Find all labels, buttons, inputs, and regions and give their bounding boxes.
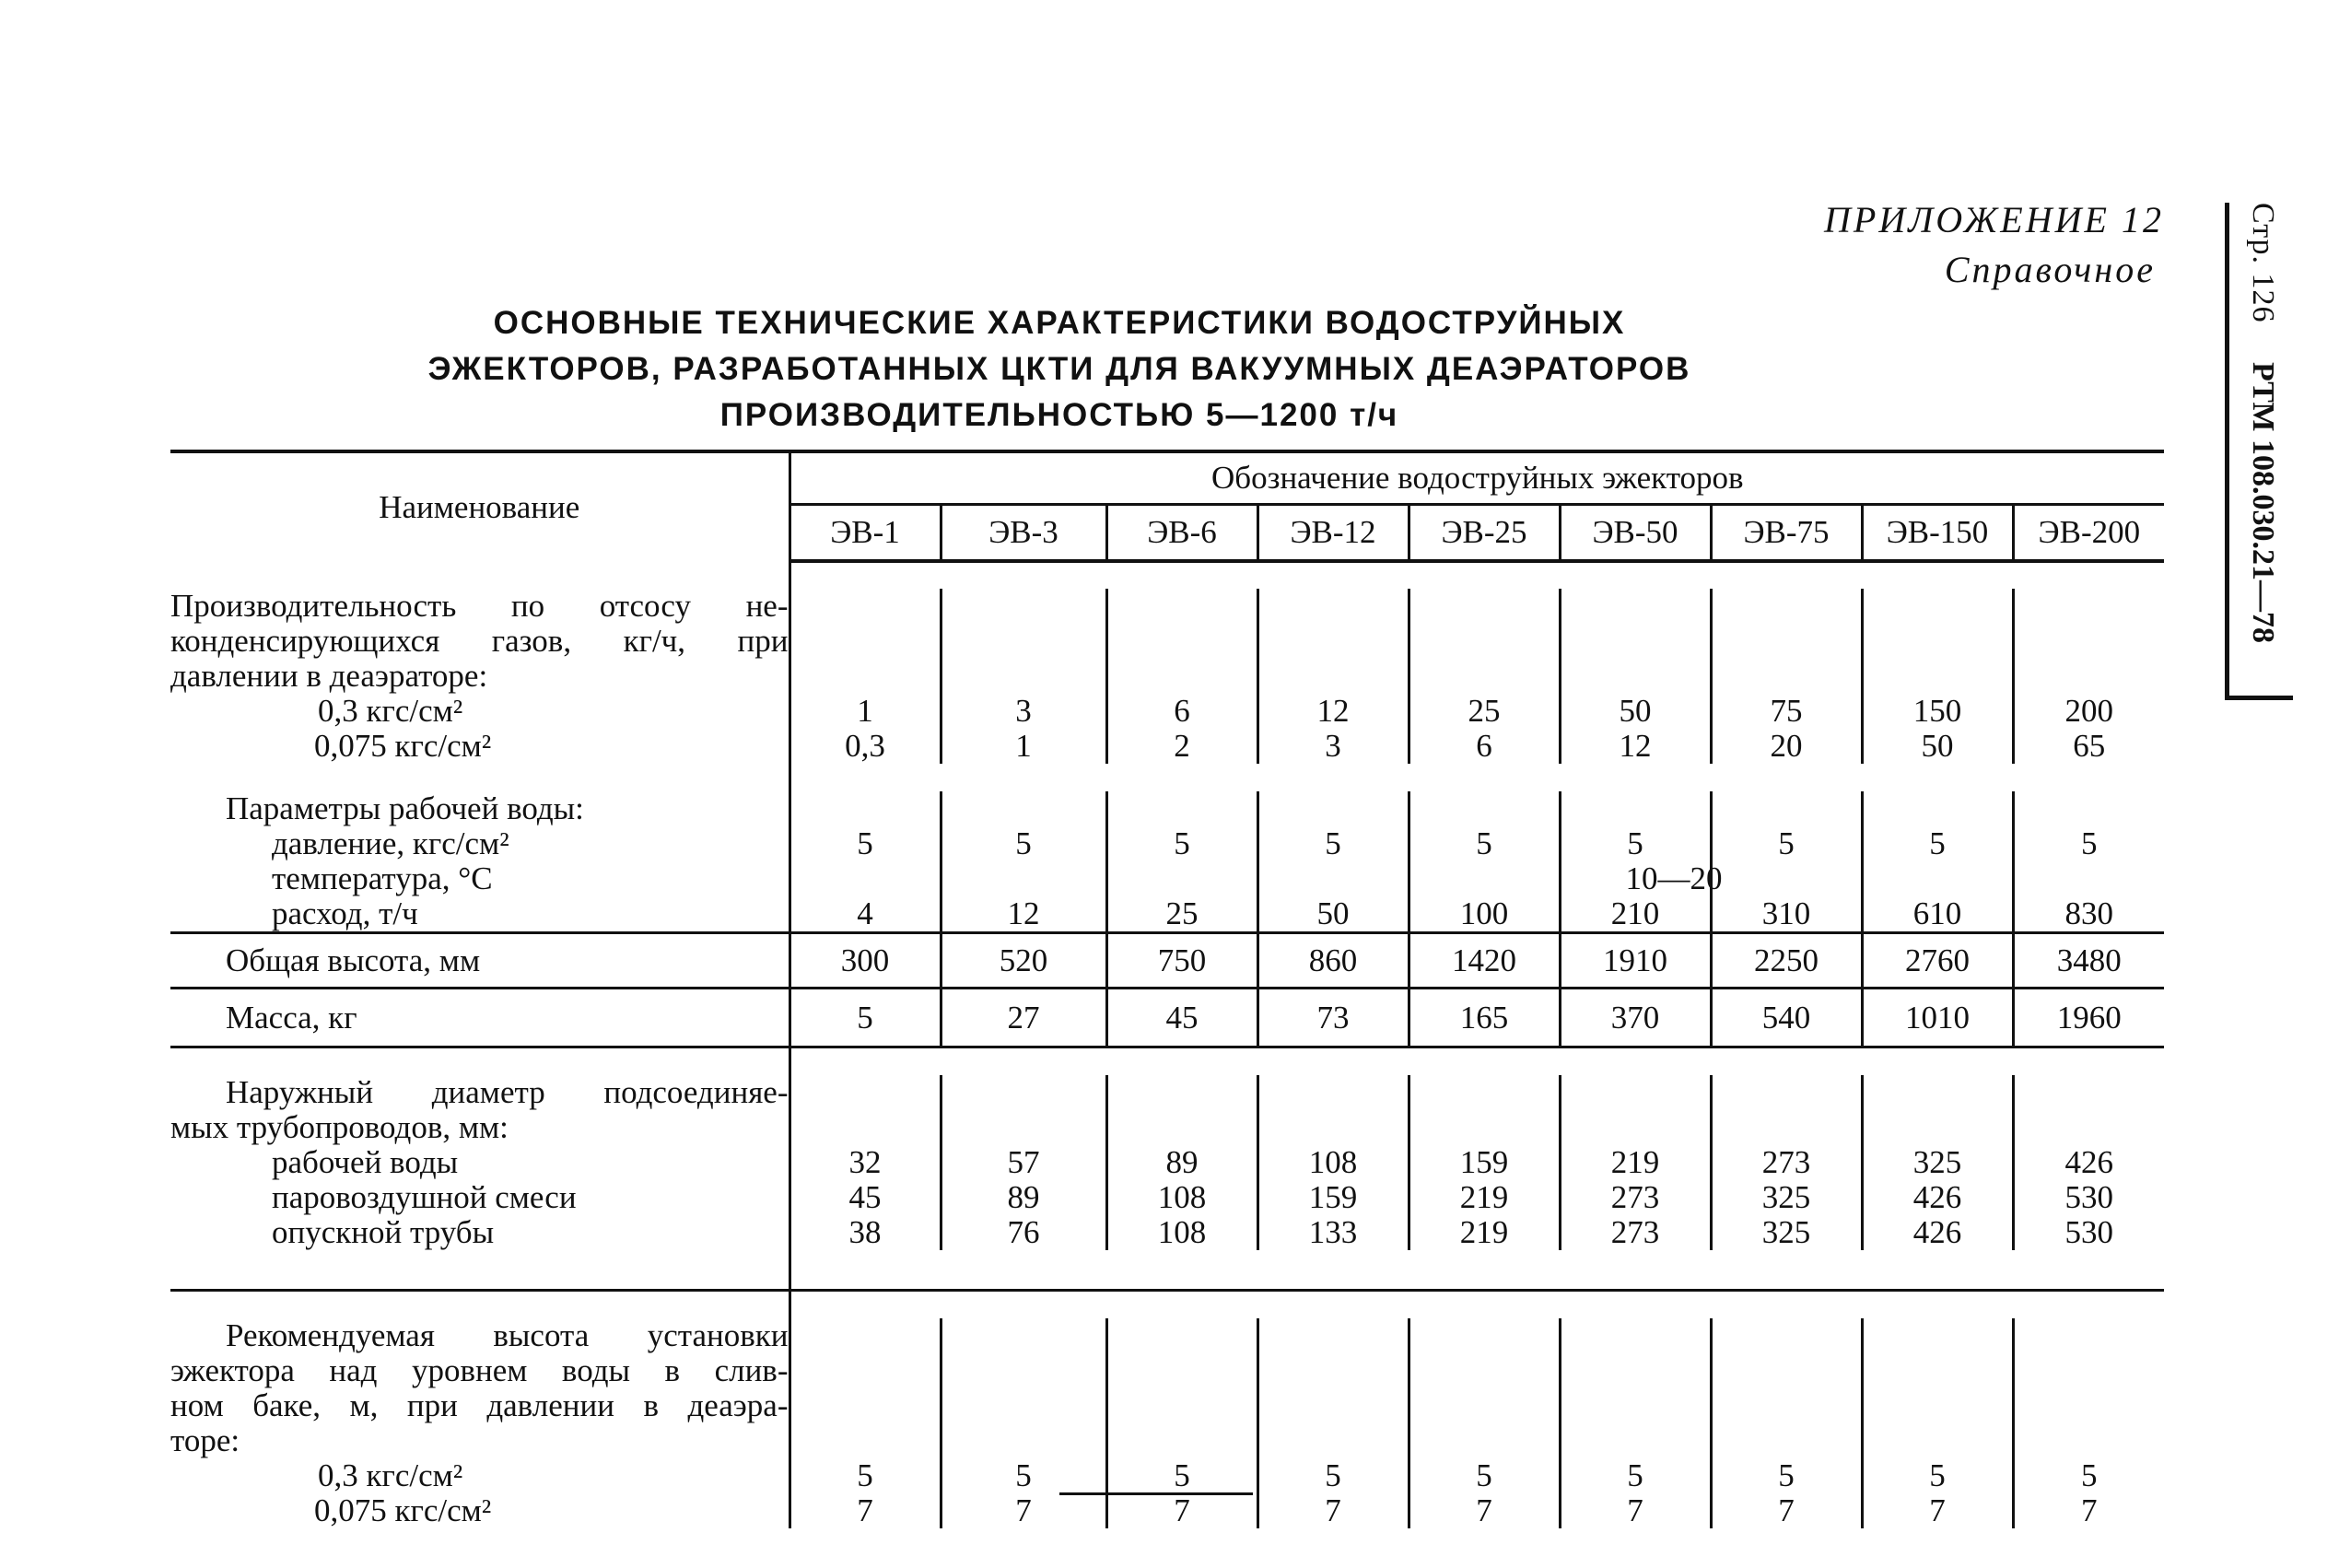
value-cell: 370 (1560, 989, 1711, 1047)
value-cell (1711, 791, 1862, 933)
value: 20 (1770, 728, 1803, 764)
value-cell (1257, 589, 1409, 764)
value: 5 (857, 825, 873, 861)
value: 150 (1912, 693, 1962, 729)
value: 5 (857, 1457, 873, 1493)
value: 7 (1325, 1492, 1341, 1528)
height-row (170, 933, 2164, 989)
value: 65 (2073, 728, 2106, 764)
capacity-p1-label: 0,3 кгс/см² (318, 693, 463, 729)
capacity-p2-label: 0,075 кгс/см² (314, 728, 492, 764)
value-cell: 2760 (1862, 933, 2013, 989)
value-cell (789, 791, 941, 933)
value-cell (1711, 589, 1862, 764)
value: 100 (1459, 895, 1509, 931)
value: 325 (1761, 1213, 1811, 1250)
value-cell (1409, 791, 1560, 933)
value-cell (789, 1075, 941, 1250)
title-line-1: ОСНОВНЫЕ ТЕХНИЧЕСКИЕ ХАРАКТЕРИСТИКИ ВОДОСТРУЙНЫХ (493, 305, 1626, 341)
value-cell (1560, 589, 1711, 764)
value: 7 (1627, 1492, 1643, 1528)
value-cell (1409, 589, 1560, 764)
title-line-3: ПРОИЗВОДИТЕЛЬНОСТЬЮ 5—1200 т/ч (719, 397, 1399, 433)
value: 159 (1459, 1143, 1509, 1180)
value: 5 (1476, 1457, 1492, 1493)
value: 426 (2064, 1143, 2114, 1180)
ejector-code-header: ЭВ-12 (1257, 505, 1409, 562)
appendix-type: Справочное (1944, 249, 2156, 290)
value: 5 (1015, 825, 1032, 861)
value: 57 (1007, 1143, 1040, 1180)
page-sidebar (2225, 203, 2298, 700)
pipes-down-label: опускной трубы (272, 1213, 495, 1250)
value-cell (941, 791, 1106, 933)
value: 50 (1921, 728, 1954, 764)
value-cell: 5 (789, 989, 941, 1047)
value-cell (1106, 791, 1257, 933)
value-cell (789, 589, 941, 764)
value: 5 (1174, 825, 1190, 861)
value: 1 (857, 693, 873, 729)
ejector-spec-table (170, 450, 2164, 1528)
ejector-code-header: ЭВ-3 (941, 505, 1106, 562)
title-line-2: ЭЖЕКТОРОВ, РАЗРАБОТАННЫХ ЦКТИ ДЛЯ ВАКУУМНЫХ ДЕАЭРАТОРОВ (427, 351, 1691, 387)
pipes-row (170, 1075, 2164, 1250)
value-cell: 165 (1409, 989, 1560, 1047)
value: 25 (1468, 693, 1501, 729)
value-cell (2013, 791, 2164, 933)
page-title (267, 300, 1852, 439)
value: 5 (2081, 825, 2098, 861)
water-row (170, 791, 2164, 933)
value-cell (1106, 1075, 1257, 1250)
value: 273 (1761, 1143, 1811, 1180)
value-cell (941, 1075, 1106, 1250)
value: 12 (1316, 693, 1350, 729)
sidebar-rule (2225, 696, 2293, 700)
value: 7 (1476, 1492, 1492, 1528)
ejector-code-header: ЭВ-150 (1862, 505, 2013, 562)
install-row (170, 1318, 2164, 1528)
mass-label: Масса, кг (170, 989, 789, 1047)
value-cell: 27 (941, 989, 1106, 1047)
value-cell (1257, 1318, 1409, 1528)
value: 219 (1610, 1143, 1660, 1180)
value: 0,3 (845, 728, 885, 764)
value: 530 (2064, 1213, 2114, 1250)
value-cell: 1420 (1409, 933, 1560, 989)
value: 133 (1308, 1213, 1358, 1250)
value-cell (2013, 589, 2164, 764)
value: 7 (1015, 1492, 1032, 1528)
appendix-header (1824, 195, 2164, 295)
value: 310 (1761, 895, 1811, 931)
footer-rule (1059, 1492, 1253, 1495)
value: 5 (1476, 825, 1492, 861)
value-cell: 750 (1106, 933, 1257, 989)
water-label: Параметры рабочей воды: давление, кгс/см² температура, °С расход, т/ч (170, 791, 789, 933)
value-cell (1257, 791, 1409, 933)
value: 4 (857, 895, 873, 931)
value: 5 (1778, 825, 1795, 861)
ejector-group-header: Обозначение водоструйных эжекторов (789, 451, 2164, 505)
value: 610 (1912, 895, 1962, 931)
ejector-code-header: ЭВ-200 (2013, 505, 2164, 562)
value-cell: 2250 (1711, 933, 1862, 989)
value: 5 (1929, 825, 1946, 861)
value: 200 (2064, 693, 2114, 729)
value-cell: 1910 (1560, 933, 1711, 989)
value: 12 (1007, 895, 1040, 931)
value-cell (1862, 1318, 2013, 1528)
value-cell (941, 1318, 1106, 1528)
value: 5 (1325, 825, 1341, 861)
value: 7 (1174, 1492, 1190, 1528)
value: 5 (1325, 1457, 1341, 1493)
value: 32 (848, 1143, 882, 1180)
value-cell: 540 (1711, 989, 1862, 1047)
temperature-merged-value: 10—20 (1625, 860, 1723, 896)
ejector-code-header: ЭВ-1 (789, 505, 941, 562)
value-cell (1106, 589, 1257, 764)
value: 12 (1619, 728, 1652, 764)
ejector-code-header: ЭВ-75 (1711, 505, 1862, 562)
value-cell (941, 589, 1106, 764)
capacity-row (170, 589, 2164, 764)
value-cell: 73 (1257, 989, 1409, 1047)
value: 7 (857, 1492, 873, 1528)
value: 210 (1610, 895, 1660, 931)
name-column-header: Наименование (170, 451, 789, 561)
value: 5 (1174, 1457, 1190, 1493)
value: 89 (1007, 1178, 1040, 1215)
value: 3 (1015, 693, 1032, 729)
value-cell: 860 (1257, 933, 1409, 989)
value: 108 (1157, 1213, 1207, 1250)
value-cell (1862, 791, 2013, 933)
value: 7 (2081, 1492, 2098, 1528)
value: 25 (1165, 895, 1199, 931)
value-cell (1711, 1075, 1862, 1250)
install-label: Рекомендуемая высота установки эжектора над уровнем воды в слив- ном баке, м, при давлении в деаэра- торе: 0,3 кгс/см² 0,075 кгс/см² (170, 1316, 789, 1528)
value: 5 (1929, 1457, 1946, 1493)
value-cell (789, 1318, 941, 1528)
value: 426 (1912, 1178, 1962, 1215)
value-cell: 1010 (1862, 989, 2013, 1047)
value-cell (1560, 1075, 1711, 1250)
ejector-code-header: ЭВ-6 (1106, 505, 1257, 562)
value: 219 (1459, 1178, 1509, 1215)
document-code: РТМ 108.030.21—78 (2246, 362, 2280, 644)
value: 108 (1157, 1178, 1207, 1215)
value-cell (1862, 589, 2013, 764)
appendix-label: ПРИЛОЖЕНИЕ 12 (1824, 199, 2164, 240)
value: 530 (2064, 1178, 2114, 1215)
value-cell (1106, 1318, 1257, 1528)
install-p2-label: 0,075 кгс/см² (314, 1492, 492, 1528)
value: 5 (2081, 1457, 2098, 1493)
value: 89 (1165, 1143, 1199, 1180)
value: 273 (1610, 1178, 1660, 1215)
value-cell: 300 (789, 933, 941, 989)
value: 5 (1778, 1457, 1795, 1493)
value: 75 (1770, 693, 1803, 729)
value-cell: 3480 (2013, 933, 2164, 989)
capacity-label: Производительность по отсосу не- конденсирующихся газов, кг/ч, при давлении в деаэраторе: 0,3 кгс/см² 0,075 кгс/см² (170, 588, 789, 764)
value: 76 (1007, 1213, 1040, 1250)
pipes-water-label: рабочей воды (272, 1143, 459, 1180)
value: 6 (1476, 728, 1492, 764)
value-cell (1560, 1318, 1711, 1528)
value: 2 (1174, 728, 1190, 764)
pipes-label: Наружный диаметр подсоединяе- мых трубопроводов, мм: рабочей воды паровоздушной смеси опускной трубы (170, 1073, 789, 1250)
value: 38 (848, 1213, 882, 1250)
value-cell: 520 (941, 933, 1106, 989)
pipes-steam-label: паровоздушной смеси (272, 1178, 577, 1215)
value: 325 (1761, 1178, 1811, 1215)
value: 5 (1015, 1457, 1032, 1493)
value: 1 (1015, 728, 1032, 764)
value: 108 (1308, 1143, 1358, 1180)
value-cell (2013, 1318, 2164, 1528)
value-cell (2013, 1075, 2164, 1250)
value-cell (1560, 791, 1723, 933)
value: 50 (1316, 895, 1350, 931)
value: 50 (1619, 693, 1652, 729)
value: 325 (1912, 1143, 1962, 1180)
height-label: Общая высота, мм (170, 933, 789, 989)
value: 273 (1610, 1213, 1660, 1250)
water-temperature-label: температура, °С (272, 860, 493, 896)
value: 426 (1912, 1213, 1962, 1250)
ejector-code-header: ЭВ-25 (1409, 505, 1560, 562)
value: 219 (1459, 1213, 1509, 1250)
value: 5 (1627, 1457, 1643, 1493)
value-cell (1257, 1075, 1409, 1250)
mass-row (170, 989, 2164, 1047)
ejector-code-header: ЭВ-50 (1560, 505, 1711, 562)
value-cell (1862, 1075, 2013, 1250)
value: 830 (2064, 895, 2114, 931)
value: 7 (1778, 1492, 1795, 1528)
value: 7 (1929, 1492, 1946, 1528)
page-number: Стр. 126 (2246, 203, 2280, 323)
value-cell (1409, 1318, 1560, 1528)
value-cell (1711, 1318, 1862, 1528)
value: 159 (1308, 1178, 1358, 1215)
value: 3 (1325, 728, 1341, 764)
value-cell (1409, 1075, 1560, 1250)
water-flow-label: расход, т/ч (272, 895, 418, 931)
value: 45 (848, 1178, 882, 1215)
value-cell: 1960 (2013, 989, 2164, 1047)
value-cell: 45 (1106, 989, 1257, 1047)
value: 5 (1627, 825, 1643, 861)
install-p1-label: 0,3 кгс/см² (318, 1457, 463, 1493)
value: 6 (1174, 693, 1190, 729)
water-pressure-label: давление, кгс/см² (272, 825, 509, 861)
